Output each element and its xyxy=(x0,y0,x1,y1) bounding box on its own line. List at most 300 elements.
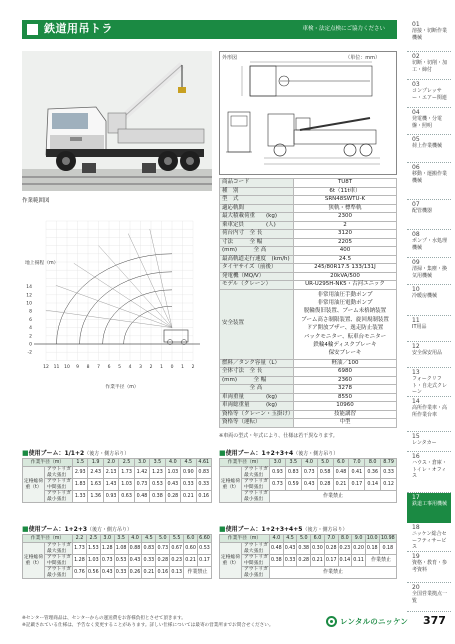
load-value: 0.33 xyxy=(142,555,156,567)
load-table-title-text: 使用ブーム：1+2+3+4+5 xyxy=(225,526,303,533)
spec-value: 8550 xyxy=(294,393,397,402)
radius-col: 4.0 xyxy=(165,459,180,467)
sidebar-item-number: 03 xyxy=(412,81,420,88)
sidebar-item-number: 07 xyxy=(412,201,420,208)
spec-row xyxy=(220,247,397,256)
spec-key: 資格等（クレーン・玉掛け） xyxy=(220,410,294,419)
sidebar-item-03[interactable] xyxy=(407,80,451,108)
load-value: 1.83 xyxy=(73,479,88,491)
load-value: 0.76 xyxy=(73,567,87,579)
rated-load-label: 定格総荷重（t） xyxy=(220,543,242,579)
sidebar-item-number: 01 xyxy=(412,21,420,28)
radius-col: 4.61 xyxy=(196,459,212,467)
spec-value: 10960 xyxy=(294,402,397,411)
y-tick-label: 4 xyxy=(29,326,32,332)
load-value: 0.48 xyxy=(333,467,349,479)
sidebar-item-label: IT用品 xyxy=(412,324,427,331)
spec-value: 2300 xyxy=(294,213,397,222)
sidebar-item-12[interactable] xyxy=(407,342,451,368)
spec-row xyxy=(220,385,397,394)
load-table-header xyxy=(220,459,397,467)
load-value: 0.83 xyxy=(142,543,156,555)
spec-key: 適応軌間 xyxy=(220,204,294,213)
load-value: 1.03 xyxy=(165,467,180,479)
load-value: 2.93 xyxy=(73,467,88,479)
spec-value: 軽油／100 xyxy=(294,359,397,368)
radius-col: 4.0 xyxy=(301,459,317,467)
load-value: 0.59 xyxy=(285,479,301,491)
outrigger-label: アウトリガ最大張出 xyxy=(45,543,73,555)
safety-device-line: ドア開放ブザー、逸走防止装置 xyxy=(306,325,384,332)
load-value: 作業禁止 xyxy=(184,567,212,579)
outrigger-label: アウトリガ中間張出 xyxy=(45,555,73,567)
spec-value: 20kVA/500 xyxy=(294,272,397,281)
sidebar-item-02[interactable] xyxy=(407,52,451,80)
x-tick-label: 1 xyxy=(160,365,163,370)
outline-drawing-panel xyxy=(219,51,397,175)
sidebar-item-13[interactable] xyxy=(407,368,451,397)
sidebar-item-label: コンプレッサー・エアー関連 xyxy=(412,88,447,101)
load-value: 0.28 xyxy=(324,543,338,555)
spec-value: 中型 xyxy=(294,419,397,428)
load-value: 0.17 xyxy=(349,479,365,491)
sidebar-item-number: 08 xyxy=(412,231,420,238)
load-table-subtitle: （後方・側方吊り） xyxy=(302,527,348,533)
sidebar-item-number: 10 xyxy=(412,286,420,293)
x-tick-label: 8 xyxy=(86,365,90,370)
load-row xyxy=(220,567,397,579)
spec-value: 24.5 xyxy=(294,255,397,264)
sidebar-item-09[interactable] xyxy=(407,258,451,285)
footer-note xyxy=(22,616,322,629)
load-value: 0.93 xyxy=(103,491,118,503)
load-value: 0.36 xyxy=(365,467,381,479)
spec-key: (mm) 全 幅 xyxy=(220,376,294,385)
rated-load-label: 定格総荷重（t） xyxy=(23,467,45,503)
load-row xyxy=(220,555,397,567)
radius-header: 作業半径（m） xyxy=(220,535,270,543)
header-square-icon xyxy=(27,24,38,35)
load-value: 1.63 xyxy=(88,479,103,491)
load-value: 0.56 xyxy=(86,567,100,579)
load-value: 1.53 xyxy=(86,543,100,555)
radius-col: 8.0 xyxy=(338,535,352,543)
radius-col: 2.5 xyxy=(86,535,100,543)
y-tick-label: 8 xyxy=(29,309,32,315)
radius-col: 6.0 xyxy=(333,459,349,467)
load-row xyxy=(23,491,212,503)
load-value: 0.23 xyxy=(338,543,352,555)
spec-key: 車両重量 (kg) xyxy=(220,393,294,402)
safety-device-line: バックモニター、転車台モニター xyxy=(303,333,387,340)
spec-value: 技能講習 xyxy=(294,410,397,419)
load-value: 1.03 xyxy=(119,479,134,491)
load-value: 0.18 xyxy=(365,543,379,555)
sidebar-item-label: 資格・教育・参考資料 xyxy=(412,560,448,573)
work-range-title: 作業範囲図 xyxy=(22,198,50,204)
sidebar-item-18[interactable] xyxy=(407,523,451,552)
sidebar-item-04[interactable] xyxy=(407,108,451,135)
load-value: 1.43 xyxy=(103,479,118,491)
sidebar-item-17[interactable] xyxy=(407,493,451,523)
safety-device-line: 保安ブレーキ xyxy=(328,350,362,357)
safety-device-line: ブーム高さ制限装置、旋回規制装置 xyxy=(301,316,389,323)
sidebar-item-number: 05 xyxy=(412,136,420,143)
spec-table xyxy=(219,178,397,428)
spec-row xyxy=(220,213,397,222)
sidebar-item-number: 17 xyxy=(412,494,420,501)
sidebar-item-number: 13 xyxy=(412,369,420,376)
sidebar-item-20[interactable] xyxy=(407,583,451,612)
x-tick-label: 1 xyxy=(181,365,184,370)
radius-col: 4.0 xyxy=(270,535,284,543)
sidebar-item-label: ポンプ・水処理機械 xyxy=(412,238,448,251)
load-row xyxy=(220,543,397,555)
y-tick-label: -2 xyxy=(27,350,32,356)
x-tick-label: 11 xyxy=(53,365,60,370)
x-axis-label: 作業半径（m） xyxy=(105,385,139,390)
load-value: 0.13 xyxy=(170,567,184,579)
spec-key: 発電機（MQ/V） xyxy=(220,272,294,281)
load-row xyxy=(23,543,212,555)
radius-col: 8.0 xyxy=(365,459,381,467)
spec-key: 資格等（運転） xyxy=(220,419,294,428)
load-value: 0.90 xyxy=(181,467,196,479)
load-table-title xyxy=(22,448,129,457)
spec-value: SRN48SWTU-K xyxy=(294,196,397,205)
load-value: 0.14 xyxy=(338,555,352,567)
load-value: 0.38 xyxy=(270,555,284,567)
load-value: 1.08 xyxy=(114,543,128,555)
outrigger-label: アウトリガ中間張出 xyxy=(45,479,73,491)
x-tick-label: 10 xyxy=(64,365,70,370)
radius-col: 6.0 xyxy=(184,535,198,543)
load-value: 0.21 xyxy=(142,567,156,579)
load-value: 0.88 xyxy=(128,543,142,555)
load-value: 1.42 xyxy=(134,467,149,479)
load-value: 0.63 xyxy=(119,491,134,503)
sidebar-item-label: 移動・運搬作業機械 xyxy=(412,171,448,184)
spec-key: 乗車定員 (人) xyxy=(220,221,294,230)
load-value: 0.73 xyxy=(301,467,317,479)
load-table-subtitle: （後方・側方吊り） xyxy=(293,451,339,457)
load-value: 0.30 xyxy=(311,543,325,555)
page-number: 377 xyxy=(423,614,446,627)
load-table-title xyxy=(219,524,347,533)
load-value: 2.43 xyxy=(88,467,103,479)
work-range-diagram xyxy=(22,196,212,393)
spec-key: 最高軌道走行速度 (km/h) xyxy=(220,255,294,264)
spec-row xyxy=(220,264,397,273)
sidebar-item-number: 11 xyxy=(412,317,420,324)
spec-key: 寸法 全 幅 xyxy=(220,238,294,247)
radius-col: 4.5 xyxy=(283,535,297,543)
load-value: 0.21 xyxy=(311,555,325,567)
spec-value: 6980 xyxy=(294,368,397,377)
y-tick-label: 0 xyxy=(29,342,32,348)
load-value: 0.23 xyxy=(170,555,184,567)
spec-key: 安全装置 xyxy=(220,289,294,359)
load-value: 作業禁止 xyxy=(365,555,396,567)
load-row xyxy=(23,467,212,479)
load-table-header xyxy=(220,535,397,543)
spec-value: 3278 xyxy=(294,385,397,394)
load-value: 1.28 xyxy=(73,555,87,567)
outrigger-label: アウトリガ最小張出 xyxy=(242,491,270,503)
load-value: 0.43 xyxy=(100,567,114,579)
load-row xyxy=(220,491,397,503)
rated-load-label: 定格総荷重（t） xyxy=(220,467,242,503)
footer-note-line: ※記載されている仕様は、予告なく変更することがあります。詳しい仕様については最寄の営業所までお問合せください。 xyxy=(22,622,274,628)
load-value: 0.53 xyxy=(150,479,165,491)
radius-header: 作業半径（m） xyxy=(23,459,73,467)
load-value: 1.36 xyxy=(88,491,103,503)
safety-device-line: 鉄輪4輪ディスクブレーキ xyxy=(313,341,377,348)
bullet-icon: ■ xyxy=(219,525,226,533)
spec-key: 型 式 xyxy=(220,196,294,205)
load-table-title xyxy=(22,524,132,533)
spec-key: (mm) 全 高 xyxy=(220,247,294,256)
radius-col: 4.0 xyxy=(128,535,142,543)
spec-key: 全体寸法 全 長 xyxy=(220,368,294,377)
radius-col: 10.98 xyxy=(380,535,395,541)
radius-col: 5.0 xyxy=(156,535,170,543)
sidebar-item-label: 鉄道工事用機械 xyxy=(412,501,448,508)
load-table-subtitle: （後方・側方吊り） xyxy=(87,527,133,533)
safety-device-line: 脱輪復旧装置、ブーム未格納装置 xyxy=(303,308,387,315)
load-value: 1.33 xyxy=(73,491,88,503)
load-value: 作業禁止 xyxy=(270,567,397,579)
radius-col: 10.0 xyxy=(366,535,378,541)
load-value: 0.33 xyxy=(381,467,397,479)
spec-value: 狭軌・標準軌 xyxy=(294,204,397,213)
sidebar-item-label: 発電機・分電盤・照明 xyxy=(412,116,443,129)
sidebar-item-19[interactable] xyxy=(407,552,451,583)
sidebar-item-10[interactable] xyxy=(407,285,451,316)
sidebar-item-number: 16 xyxy=(412,453,420,460)
sidebar-item-label: ニッケン総合セーフティサービス xyxy=(412,531,447,550)
load-row xyxy=(23,555,212,567)
outrigger-label: アウトリガ中間張出 xyxy=(242,479,270,491)
sidebar-item-number: 09 xyxy=(412,259,420,266)
load-value: 0.53 xyxy=(114,555,128,567)
y-tick-label: 2 xyxy=(29,334,32,340)
radius-header: 作業半径（m） xyxy=(23,535,73,543)
spec-row xyxy=(220,238,397,247)
radius-col: 2.0 xyxy=(103,459,118,467)
sidebar-item-number: 02 xyxy=(412,53,420,60)
sidebar-item-number: 18 xyxy=(412,524,420,531)
load-value: 0.11 xyxy=(352,555,366,567)
spec-key: 全 高 xyxy=(220,385,294,394)
spec-row xyxy=(220,196,397,205)
spec-row xyxy=(220,359,397,368)
load-value: 0.73 xyxy=(270,479,286,491)
load-value: 0.20 xyxy=(352,543,366,555)
footer-note-line: ※センター管理商品は、センターからの運送費をお客様負担とさせて頂きます。 xyxy=(22,616,186,621)
sidebar-item-15[interactable] xyxy=(407,432,451,452)
load-table-header xyxy=(23,459,212,467)
load-value: 0.58 xyxy=(317,467,333,479)
logo-text: レンタルのニッケン xyxy=(340,617,409,626)
load-value: 0.43 xyxy=(128,555,142,567)
load-value: 0.53 xyxy=(198,543,212,555)
radius-col: 4.5 xyxy=(181,459,196,467)
safety-device-line: 非常用油圧手動ポンプ xyxy=(317,291,373,298)
spec-note: ※車両の型式・年式により、仕様は若干異なります。 xyxy=(219,433,338,439)
load-value: 0.73 xyxy=(100,555,114,567)
sidebar-item-01[interactable] xyxy=(407,20,451,52)
spec-key: 車両総重量 (kg) xyxy=(220,402,294,411)
spec-row xyxy=(220,255,397,264)
y-tick-label: 10 xyxy=(26,301,32,307)
safety-devices xyxy=(294,289,397,359)
outrigger-label: アウトリガ最小張出 xyxy=(45,567,73,579)
x-tick-label: 12 xyxy=(43,365,49,370)
load-row xyxy=(220,467,397,479)
load-table-title-text: 使用ブーム：1+2+3 xyxy=(28,526,88,533)
spec-value: 400 xyxy=(294,247,397,256)
drawing-label: 外形図 xyxy=(222,55,238,61)
outrigger-label: アウトリガ中間張出 xyxy=(242,555,270,567)
spec-value: 2 xyxy=(294,221,397,230)
spec-row xyxy=(220,204,397,213)
radius-col: 2.5 xyxy=(119,459,134,467)
sidebar-item-11[interactable] xyxy=(407,316,451,342)
spec-value: 245/80R17.5 133/131J xyxy=(294,264,397,273)
sidebar-item-number: 12 xyxy=(412,343,420,350)
load-table-subtitle: （後方・側方吊り） xyxy=(84,451,130,457)
load-value: 0.28 xyxy=(156,555,170,567)
load-table xyxy=(219,458,397,503)
load-value: 0.60 xyxy=(184,543,198,555)
spec-key: 荷台内寸 全 長 xyxy=(220,230,294,239)
bullet-icon: ■ xyxy=(22,449,29,457)
load-value: 0.48 xyxy=(134,491,149,503)
spec-value: 3120 xyxy=(294,230,397,239)
railway-crane-truck-image xyxy=(22,51,212,191)
outrigger-label: アウトリガ最大張出 xyxy=(242,467,270,479)
radius-col: 9.0 xyxy=(352,535,366,543)
sidebar-item-number: 04 xyxy=(412,109,420,116)
radius-col: 7.0 xyxy=(349,459,365,467)
sidebar-item-14[interactable] xyxy=(407,397,451,432)
load-value: 0.21 xyxy=(181,491,196,503)
radius-col: 2.2 xyxy=(73,535,87,543)
load-value: 0.41 xyxy=(349,467,365,479)
sidebar-item-number: 15 xyxy=(412,433,420,440)
sidebar-item-label: 切断・切削・加工・締付 xyxy=(412,60,448,73)
logo-mark-icon xyxy=(326,616,337,627)
load-value: 作業禁止 xyxy=(270,491,397,503)
load-table-title xyxy=(219,448,338,457)
radius-col: 8.79 xyxy=(381,459,397,467)
x-tick-label: 3 xyxy=(139,365,142,370)
x-tick-label: 2 xyxy=(191,365,195,370)
sidebar-item-number: 20 xyxy=(412,584,420,591)
x-tick-label: 5 xyxy=(118,365,121,370)
spec-key: 種 別 xyxy=(220,187,294,196)
radius-col: 5.0 xyxy=(317,459,333,467)
sidebar-item-label: 荷上作業機械 xyxy=(412,143,443,150)
radius-col: 6.60 xyxy=(199,535,210,541)
load-value: 1.73 xyxy=(73,543,87,555)
radius-col: 3.5 xyxy=(285,459,301,467)
spec-key: 商品コード xyxy=(220,179,294,188)
sidebar-item-07[interactable] xyxy=(407,200,451,230)
spec-key: 最大積載荷重 (kg) xyxy=(220,213,294,222)
safety-device-line: 非常用油圧電動ポンプ xyxy=(317,299,373,306)
spec-row xyxy=(220,410,397,419)
spec-key: モデル（クレーン） xyxy=(220,281,294,290)
sidebar-item-label: 全国営業拠点一覧 xyxy=(412,591,448,604)
load-value: 2.13 xyxy=(103,467,118,479)
load-value: 1.73 xyxy=(119,467,134,479)
load-value: 0.67 xyxy=(170,543,184,555)
load-value: 0.33 xyxy=(114,567,128,579)
spec-row xyxy=(220,419,397,428)
load-row xyxy=(23,567,212,579)
spec-row xyxy=(220,376,397,385)
load-value: 0.26 xyxy=(128,567,142,579)
spec-row xyxy=(220,393,397,402)
load-row xyxy=(23,479,212,491)
spec-value: TU8T xyxy=(294,179,397,188)
spec-row xyxy=(220,179,397,188)
radius-col: 1.9 xyxy=(88,459,103,467)
work-range-chart xyxy=(22,204,212,393)
load-value: 0.83 xyxy=(196,467,212,479)
sidebar-item-16[interactable] xyxy=(407,452,451,493)
x-tick-label: 7 xyxy=(97,365,100,370)
load-table xyxy=(219,534,397,579)
x-tick-label: 9 xyxy=(76,365,79,370)
load-value: 0.17 xyxy=(324,555,338,567)
outrigger-label: アウトリガ最小張出 xyxy=(242,567,270,579)
load-value: 0.28 xyxy=(317,479,333,491)
truck-photo xyxy=(22,51,212,191)
spec-row xyxy=(220,368,397,377)
sidebar-item-05[interactable] xyxy=(407,135,451,163)
load-value: 0.28 xyxy=(297,555,311,567)
sidebar-item-08[interactable] xyxy=(407,230,451,258)
load-value: 0.83 xyxy=(285,467,301,479)
spec-row xyxy=(220,402,397,411)
sidebar-item-label: レンタカー xyxy=(412,440,437,447)
sidebar-item-label: 高所作業車・高所作業台車 xyxy=(412,405,448,418)
x-tick-label: 0 xyxy=(170,365,174,370)
spec-value: 2360 xyxy=(294,376,397,385)
sidebar-item-label: ハウス・倉庫・トイレ・オフィス xyxy=(412,460,447,479)
sidebar-item-06[interactable] xyxy=(407,163,451,200)
company-logo xyxy=(326,616,408,627)
load-value: 1.03 xyxy=(86,555,100,567)
load-value: 0.73 xyxy=(134,479,149,491)
y-tick-label: 12 xyxy=(26,293,32,299)
load-value: 0.43 xyxy=(283,543,297,555)
bullet-icon: ■ xyxy=(22,525,29,533)
x-tick-label: 6 xyxy=(107,365,111,370)
spec-row xyxy=(220,230,397,239)
radius-col: 3.5 xyxy=(150,459,165,467)
load-table-header xyxy=(23,535,212,543)
load-value: 1.23 xyxy=(150,467,165,479)
outline-drawing xyxy=(220,52,396,174)
radius-col: 3.0 xyxy=(100,535,114,543)
sidebar-item-number: 14 xyxy=(412,398,420,405)
load-table-title-text: 使用ブーム：1+2+3+4 xyxy=(225,450,294,457)
spec-row xyxy=(220,281,397,290)
